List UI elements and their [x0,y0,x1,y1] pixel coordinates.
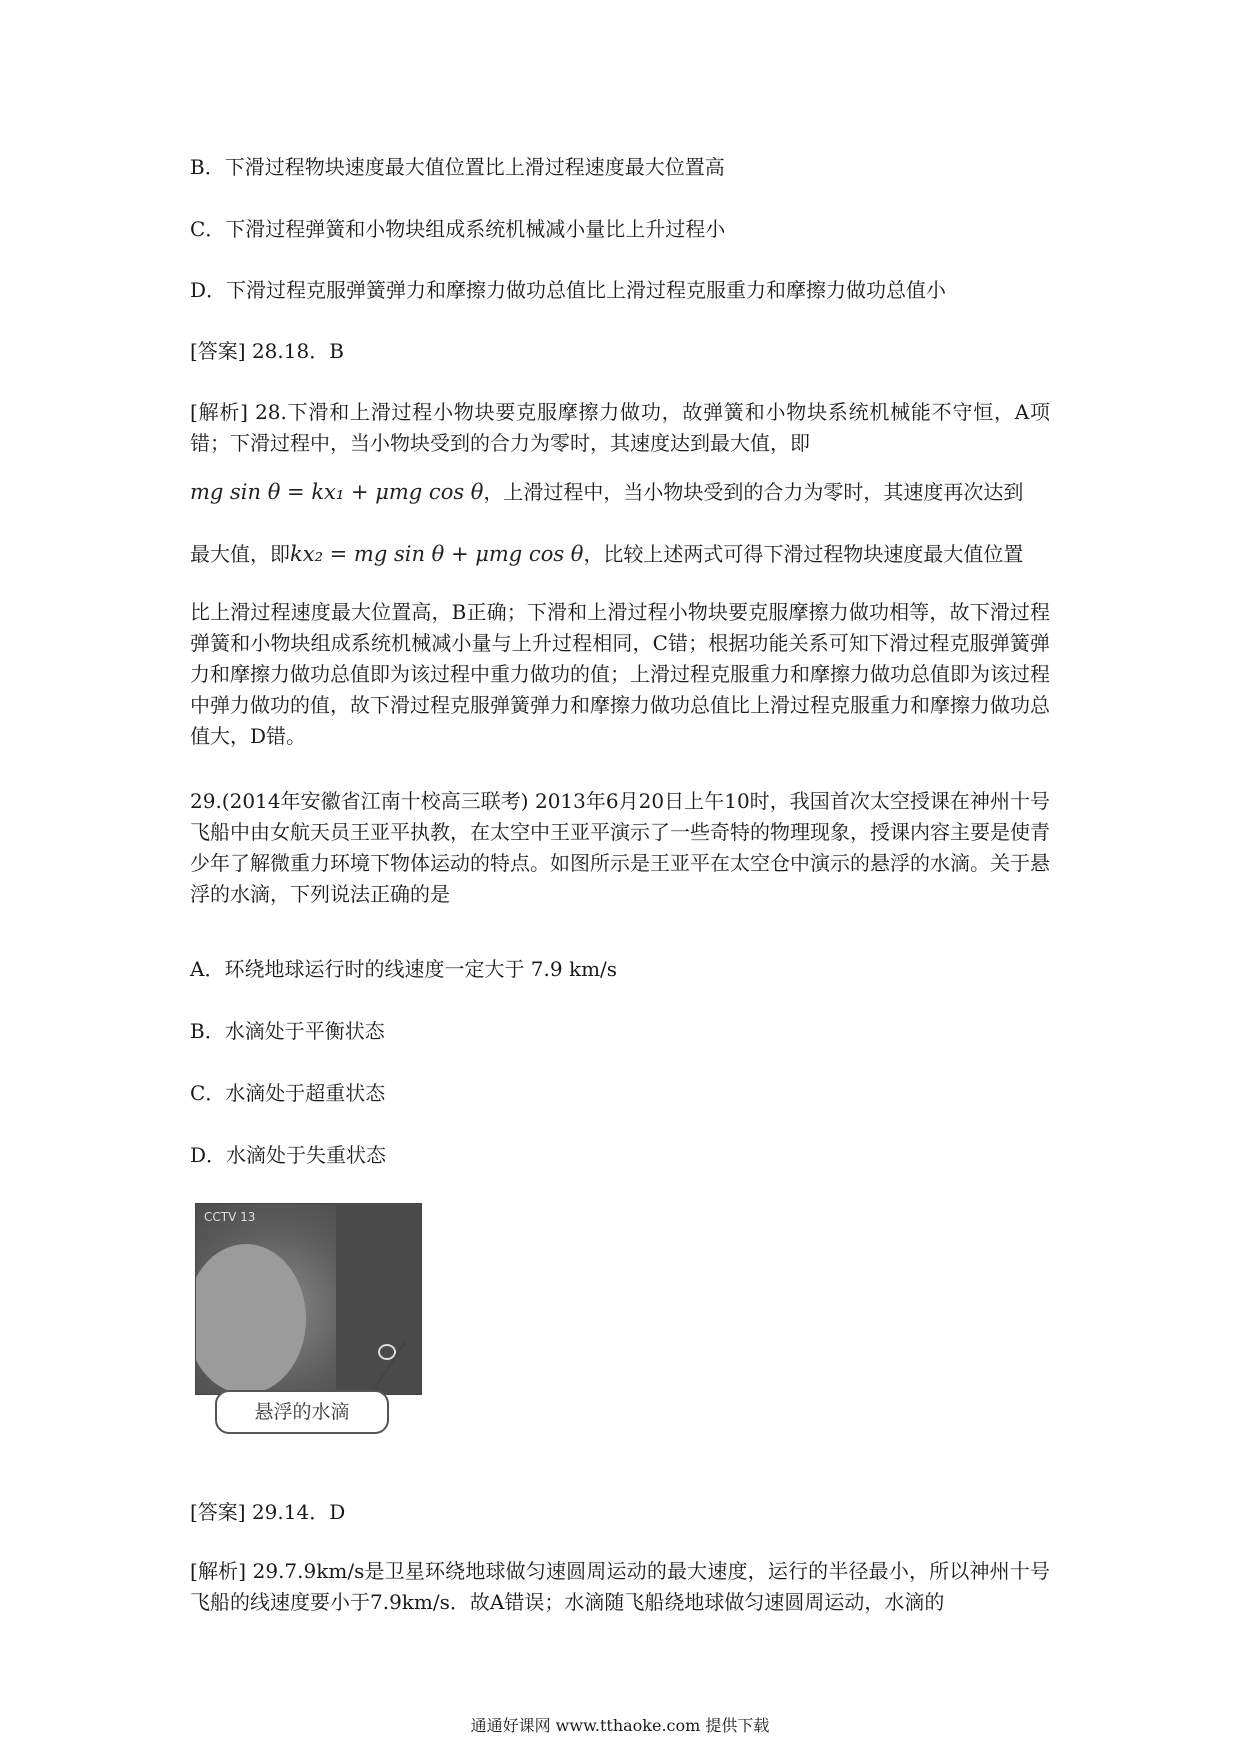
option-b-prev: B．下滑过程物块速度最大值位置比上滑过程速度最大位置高 [190,155,725,179]
figure-logo: CCTV 13 [204,1210,256,1224]
analysis-28-part1: [解析] 28.下滑和上滑过程小物块要克服摩擦力做功，故弹簧和小物块系统机械能不守恒，A项错；下滑过程中，当小物块受到的合力为零时，其速度达到最大值，即 [190,400,1050,455]
analysis-28-eq1-line [190,478,1023,506]
analysis-28-part5: 比上滑过程速度最大位置高，B正确；下滑和上滑过程小物块要克服摩擦力做功相等，故下滑过程弹簧和小物块组成系统机械减小量与上升过程相同，C错；根据功能关系可知下滑过程克服弹簧弹力和摩擦力做功总值即为该过程中重力做功的值；上滑过程克服重力和摩擦力做功总值即为该过程中弹力做功的值，故下滑过程克服弹簧弹力和摩擦力做功总值比上滑过程克服重力和摩擦力做功总值大，D错。 [190,600,1050,748]
option-d: D．水滴处于失重状态 [190,1143,387,1167]
analysis-28-eq2-line [190,540,1023,568]
option-c: C．水滴处于超重状态 [190,1081,386,1105]
equation-2: kx₂ = mg sin θ + μmg cos θ [290,542,584,566]
analysis-29: [解析] 29.7.9km/s是卫星环绕地球做匀速圆周运动的最大速度，运行的半径最小，所以神州十号飞船的线速度要小于7.9km/s．故A错误；水滴随飞船绕地球做匀速圆周运动，水滴的 [190,1559,1050,1614]
option-d-prev: D．下滑过程克服弹簧弹力和摩擦力做功总值比上滑过程克服重力和摩擦力做功总值小 [190,278,947,302]
astronaut-face [195,1244,306,1394]
analysis-28-part3: 最大值，即 [190,542,290,566]
figure-caption: 悬浮的水滴 [215,1390,389,1434]
page-footer: 通通好课网 www.tthaoke.com 提供下载 [470,1716,770,1735]
option-b: B．水滴处于平衡状态 [190,1019,385,1043]
equation-1: mg sin θ = kx₁ + μmg cos θ [190,480,484,504]
question-29-stem: 29.(2014年安徽省江南十校高三联考) 2013年6月20日上午10时，我国首次太空授课在神州十号飞船中由女航天员王亚平执教，在太空中王亚平演示了一些奇特的物理现象，授课内容主要是使青少年了解微重力环境下物体运动的特点。如图所示是王亚平在太空仓中演示的悬浮的水滴。关于悬浮的水滴，下列说法正确的是 [190,789,1050,906]
answer-29: [答案] 29.14．D [190,1500,346,1524]
option-a: A．环绕地球运行时的线速度一定大于 7.9 km/s [190,957,618,981]
answer-28: [答案] 28.18．B [190,339,344,363]
callout-pointer [370,1340,410,1390]
analysis-28-part4: ，比较上述两式可得下滑过程物块速度最大值位置 [583,542,1024,566]
option-c-prev: C．下滑过程弹簧和小物块组成系统机械减小量比上升过程小 [190,217,726,241]
analysis-28-part2: ，上滑过程中，当小物块受到的合力为零时，其速度再次达到 [483,480,1024,504]
